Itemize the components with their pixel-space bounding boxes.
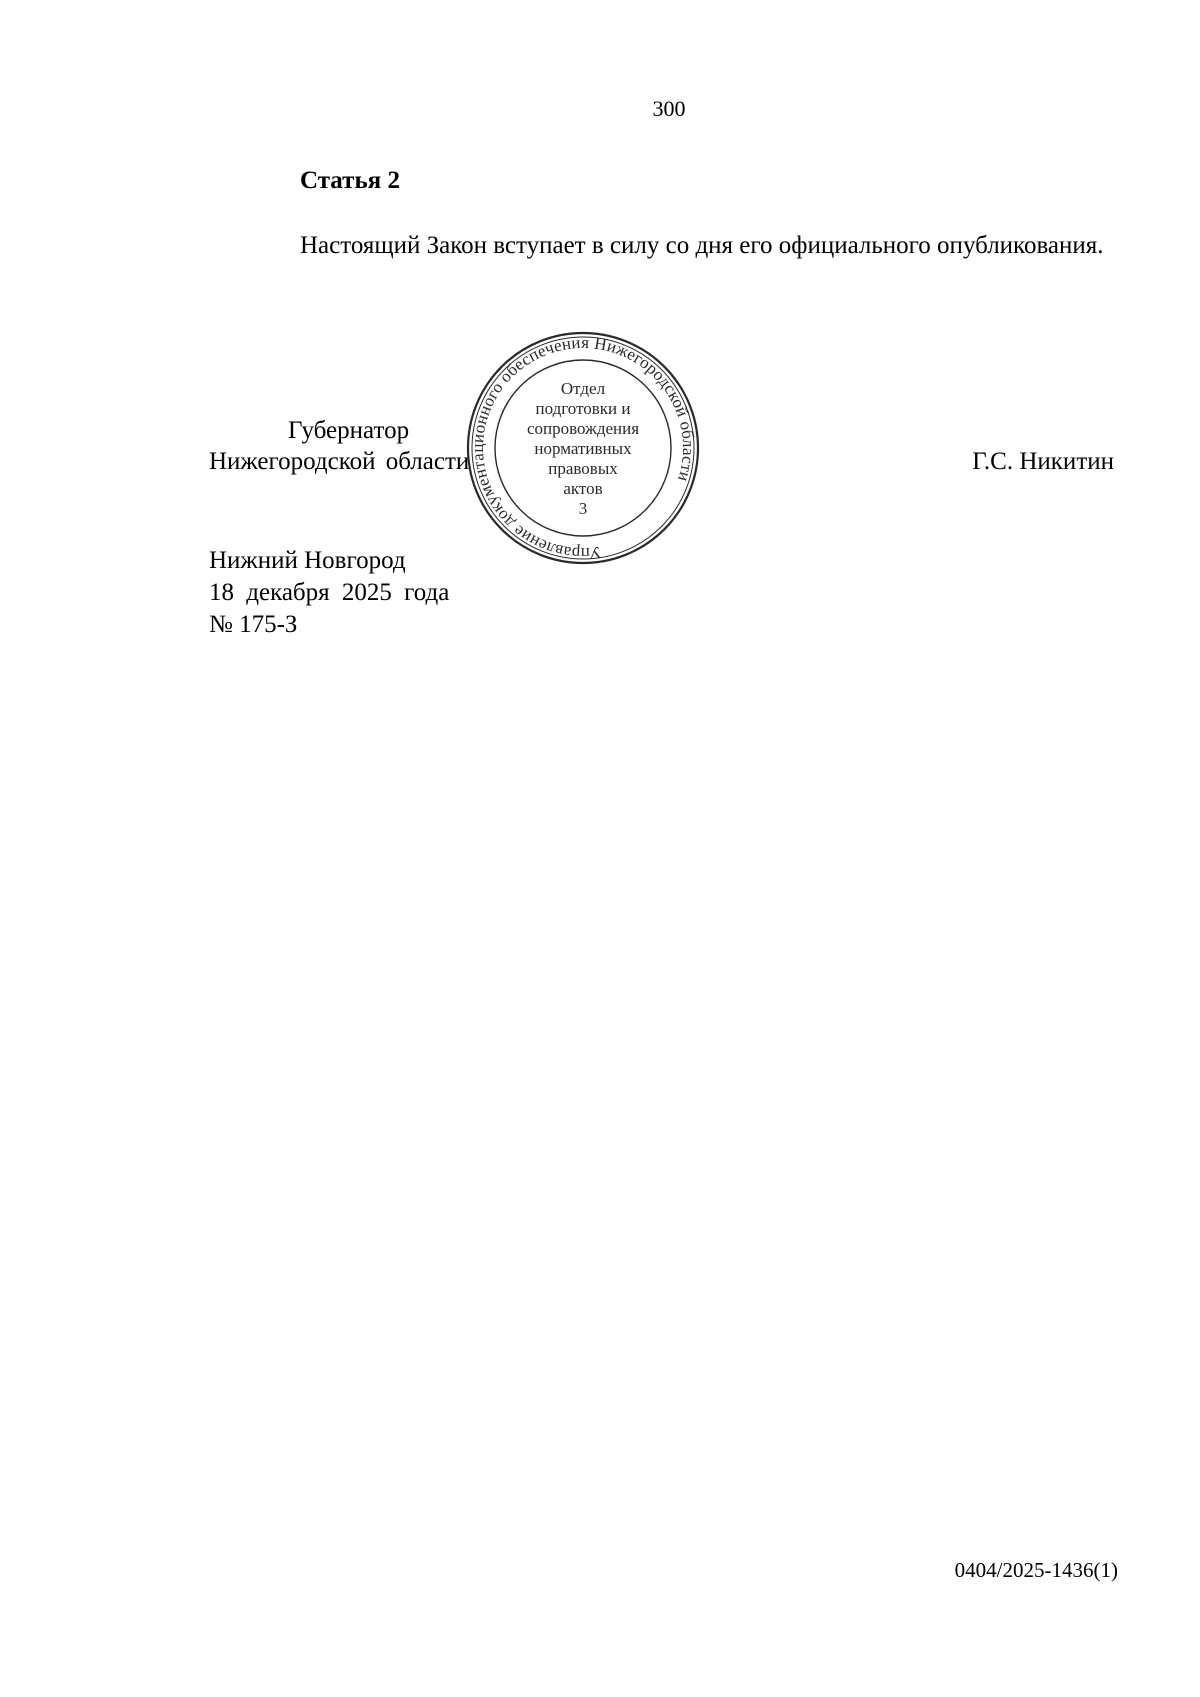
stamp-inner-line: Отдел [560,379,606,398]
article-text: Настоящий Закон вступает в силу со дня его официального опубликования. [300,232,1104,259]
law-number: № 175-З [209,611,298,638]
official-stamp [463,328,703,568]
article-heading: Статья 2 [300,167,400,194]
signature-name: Г.С. Никитин [972,448,1114,475]
stamp-inner-line: нормативных [534,439,632,458]
stamp-inner-line: сопровождения [526,419,640,438]
stamp-inner-line: подготовки и [535,399,631,418]
page-number: 300 [652,96,686,121]
signature-title: Губернатор [288,417,410,444]
document-code: 0404/2025-1436(1) [954,1558,1118,1582]
stamp-ring-text: Управление документационного обеспечения Нижегородской области [467,332,699,564]
issue-place: Нижний Новгород [209,547,406,574]
signature-region: Нижегородской области [209,448,470,475]
stamp-inner-line: 3 [578,499,588,518]
issue-date: 18 декабря 2025 года [209,579,450,606]
stamp-inner-line: актов [563,479,603,498]
stamp-inner-text [527,379,639,518]
stamp-inner-line: правовых [548,459,618,478]
